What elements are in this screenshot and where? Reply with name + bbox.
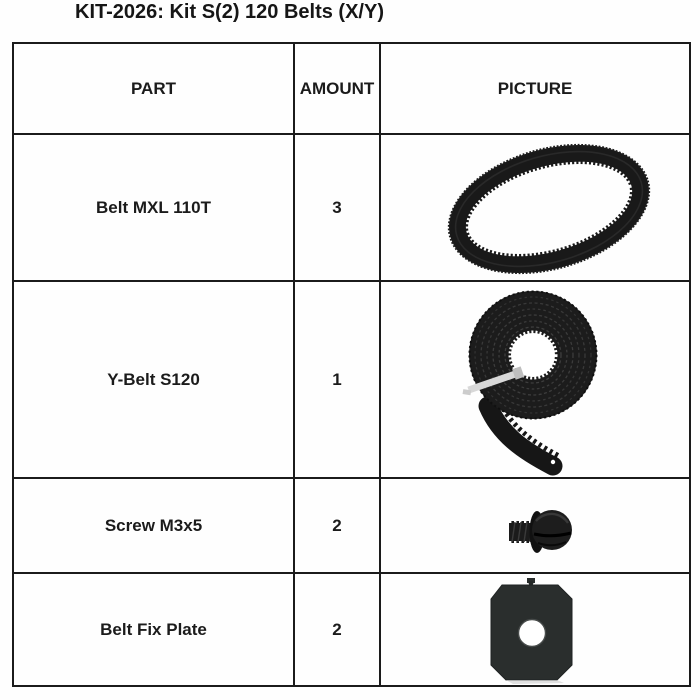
parts-table	[12, 42, 691, 687]
picture-cell	[380, 281, 690, 478]
coiled-belt-image	[382, 282, 688, 477]
table-row	[13, 573, 690, 686]
picture-cell	[380, 134, 690, 281]
amount-cell: 1	[294, 281, 380, 478]
fix-plate-image	[382, 574, 688, 685]
part-name-cell: Screw M3x5	[13, 478, 294, 573]
table-row	[13, 134, 690, 281]
timing-belt-loop-image	[382, 135, 688, 280]
part-name-cell: Belt Fix Plate	[13, 573, 294, 686]
screw-image	[382, 479, 688, 572]
table-row	[13, 281, 690, 478]
column-header-part: PART	[13, 43, 294, 134]
picture-cell	[380, 478, 690, 573]
column-header-amount: AMOUNT	[294, 43, 380, 134]
amount-cell: 2	[294, 573, 380, 686]
amount-cell: 3	[294, 134, 380, 281]
part-name-cell: Y-Belt S120	[13, 281, 294, 478]
page-title: KIT-2026: Kit S(2) 120 Belts (X/Y)	[75, 1, 384, 23]
header-row	[13, 43, 690, 134]
part-name-cell: Belt MXL 110T	[13, 134, 294, 281]
table-row	[13, 478, 690, 573]
picture-cell	[380, 573, 690, 686]
column-header-picture: PICTURE	[380, 43, 690, 134]
amount-cell: 2	[294, 478, 380, 573]
